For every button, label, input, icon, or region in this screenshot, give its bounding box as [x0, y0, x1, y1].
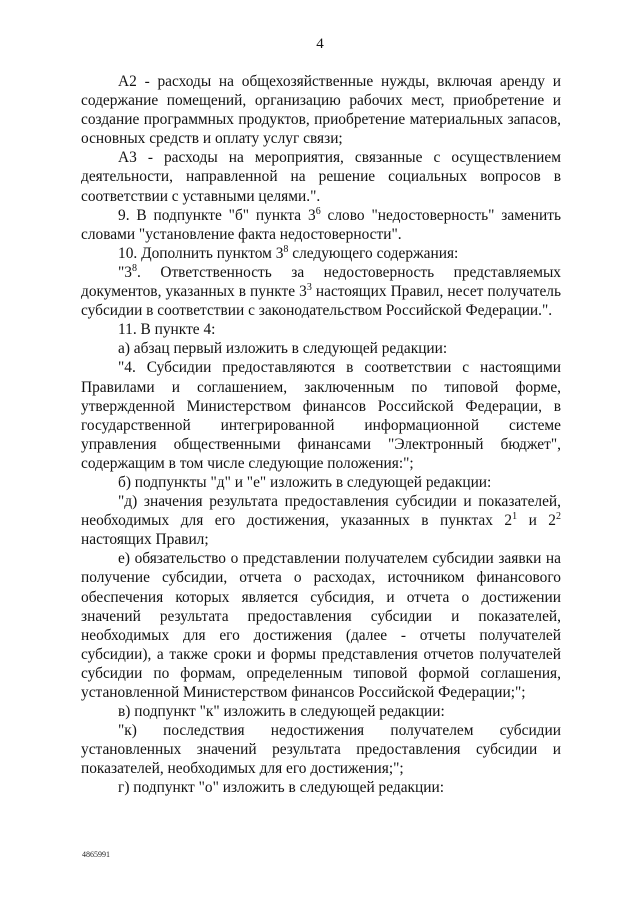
text-run: слово "недостоверность" заменить словами "установление факта недостоверности".: [81, 206, 561, 243]
text-run: настоящих Правил, несет получатель субсидии в соответствии с законодательством Российской Федерации.".: [81, 283, 561, 320]
text-run: "4. Субсидии предоставляются в соответствии с настоящими Правилами и соглашением, заключенным по типовой форме, утвержденной Министерством финансов Российской Федерации, в государственной интегрированной информационной системе управления общественными финансами "Электронный бюджет", содержащим в том числе следующие положения:";: [81, 359, 561, 472]
superscript: 1: [512, 511, 518, 523]
document-id: 4865991: [82, 850, 110, 859]
superscript: 8: [283, 243, 289, 255]
text-run: а) абзац первый изложить в следующей редакции:: [118, 340, 448, 358]
text-run: А3 - расходы на мероприятия, связанные с осуществлением деятельности, направленной на решение социальных вопросов в соответствии с уставными целями.".: [81, 149, 561, 205]
text-run: "к) последствия недостижения получателем субсидии установленных значений результата предоставления субсидии и показателей, необходимых для его достижения;";: [81, 722, 561, 778]
text-run: "д) значения результата предоставления субсидии и показателей, необходимых для его достижения, указанных в пунктах 2: [81, 493, 561, 530]
paragraph: [81, 339, 561, 358]
superscript: 8: [131, 262, 137, 274]
text-run: е) обязательство о представлении получателем субсидии заявки на получение субсидии, отчета о расходах, источником финансового обеспечения которых является субсидия, и отчета о достижении значений результата предоставления субсидии и показателей, необходимых для его достижения (далее - отчеты получателей субсидии), а также сроки и формы представления отчетов получателей субсидии по формам, определенным типовой формой соглашения, установленной Министерством финансов Российской Федерации;";: [81, 550, 561, 701]
page-number: 4: [316, 36, 324, 52]
paragraph: [81, 148, 561, 205]
paragraph: [81, 263, 561, 320]
text-run: и 2: [517, 512, 556, 530]
paragraph: [81, 244, 561, 263]
text-run: 11. В пункте 4:: [118, 321, 216, 339]
text-run: настоящих Правил;: [81, 531, 209, 549]
text-run: следующего содержания:: [288, 244, 459, 262]
text-run: г) подпункт "о" изложить в следующей редакции:: [118, 779, 444, 797]
text-run: А2 - расходы на общехозяйственные нужды, включая аренду и содержание помещений, организацию рабочих мест, приобретение и создание программных продуктов, приобретение материальных запасов, основных средств и оплату услуг связи;: [81, 73, 561, 148]
paragraph: [81, 492, 561, 549]
text-run: 10. Дополнить пунктом 3: [118, 244, 284, 262]
text-run: . Ответственность за недостоверность представляемых документов, указанных в пункте 3: [81, 263, 561, 301]
text-run: "3: [118, 263, 132, 281]
text-run: б) подпункты "д" и "е" изложить в следующей редакции:: [118, 473, 492, 491]
superscript: 2: [556, 511, 561, 523]
paragraph: [81, 72, 561, 148]
paragraph: [81, 320, 561, 339]
superscript: 6: [315, 205, 321, 217]
superscript: 3: [306, 282, 312, 294]
paragraph: [81, 473, 561, 492]
document-body: [81, 72, 561, 798]
paragraph: [81, 549, 561, 702]
paragraph: [81, 778, 561, 797]
paragraph: [81, 206, 561, 244]
text-run: 9. В подпункте "б" пункта 3: [118, 206, 316, 224]
paragraph: [81, 358, 561, 473]
text-run: в) подпункт "к" изложить в следующей редакции:: [118, 703, 445, 721]
paragraph: [81, 702, 561, 721]
paragraph: [81, 721, 561, 778]
